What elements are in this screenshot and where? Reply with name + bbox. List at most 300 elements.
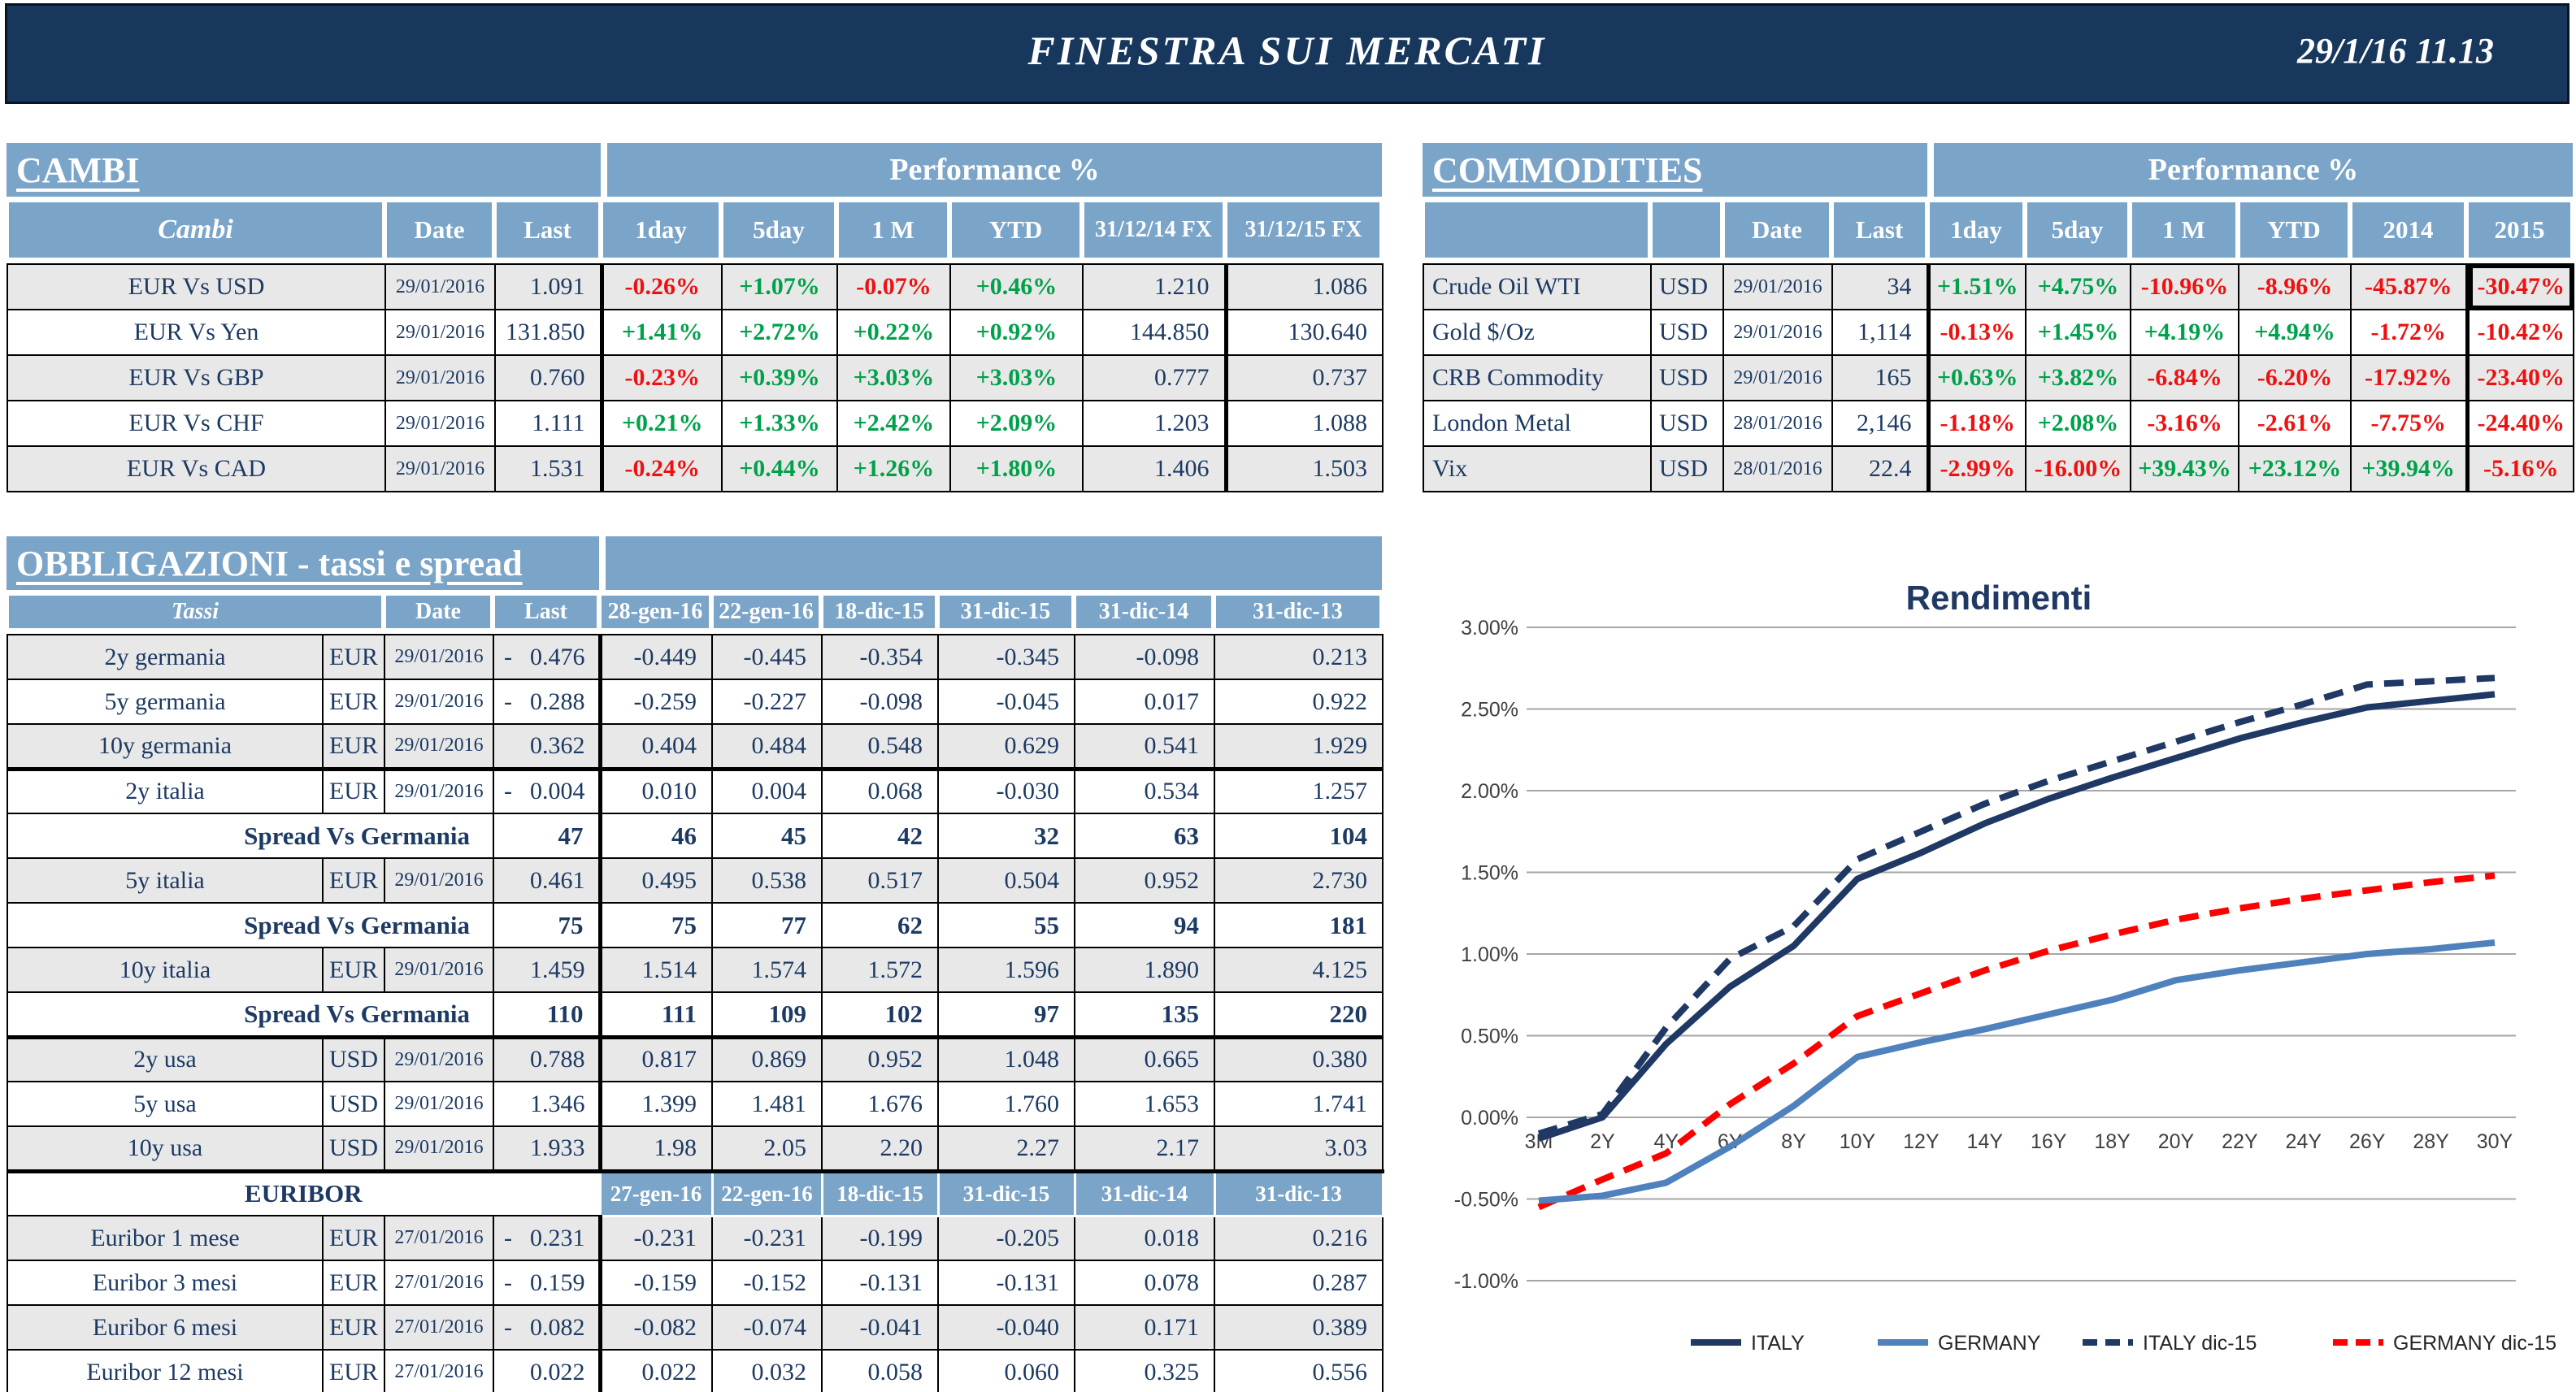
value-cell: -0.345 xyxy=(938,635,1075,679)
value-cell: 0.389 xyxy=(1214,1305,1383,1350)
perf-cell: -24.40% xyxy=(2467,401,2574,446)
spread-value: 94 xyxy=(1075,903,1214,948)
perf-cell: +3.03% xyxy=(837,355,950,401)
value-cell: 0.171 xyxy=(1075,1305,1214,1350)
perf-cell: -17.92% xyxy=(2351,355,2467,401)
spread-value: 109 xyxy=(712,992,822,1037)
series-italy-dic-15 xyxy=(1539,678,2495,1134)
perf-cell: +2.08% xyxy=(2026,401,2131,446)
value-cell: -0.131 xyxy=(822,1260,938,1305)
legend-label: GERMANY dic-15 xyxy=(2393,1332,2556,1355)
perf-cell: -0.24% xyxy=(602,446,722,492)
value-cell: 0.018 xyxy=(1075,1216,1214,1260)
commodities-title-band xyxy=(1423,143,2573,197)
perf-cell: +39.43% xyxy=(2131,446,2239,492)
value-cell: -0.449 xyxy=(600,635,712,679)
perf-cell: +3.82% xyxy=(2026,355,2131,401)
instrument-name: Euribor 1 mese xyxy=(7,1216,323,1260)
last-value: 0.004 xyxy=(530,778,585,805)
instrument-name: 10y italia xyxy=(7,948,323,992)
last-cell: 1.531 xyxy=(495,446,602,492)
last-value: 0.159 xyxy=(530,1268,585,1296)
last-cell: 34 xyxy=(1832,264,1928,310)
last-value: 0.288 xyxy=(530,687,585,715)
value-cell: 0.556 xyxy=(1214,1350,1383,1392)
currency-cell: EUR xyxy=(323,858,384,903)
perf-cell: +0.44% xyxy=(722,446,837,492)
spread-value: 55 xyxy=(938,903,1075,948)
spread-value: 62 xyxy=(822,903,938,948)
column-header-1-m: 1 M xyxy=(836,200,949,260)
column-header-date: Date xyxy=(1722,200,1831,260)
fx15-cell: 130.640 xyxy=(1226,310,1383,355)
instrument-name: Euribor 3 mesi xyxy=(7,1260,323,1305)
minus-sign: - xyxy=(504,643,512,670)
perf-cell: -7.75% xyxy=(2351,401,2467,446)
cambi-performance-header: Performance % xyxy=(607,143,1382,197)
date-cell: 29/01/2016 xyxy=(384,858,493,903)
x-tick-label: 30Y xyxy=(2476,1130,2513,1153)
value-cell: 1.890 xyxy=(1075,948,1214,992)
value-cell: -0.227 xyxy=(712,679,822,724)
chart-title: Rendimenti xyxy=(1905,579,2092,617)
column-header-31-dic-15: 31-dic-15 xyxy=(937,593,1074,631)
last-value: 0.231 xyxy=(530,1224,585,1251)
value-cell: 0.817 xyxy=(600,1037,712,1082)
currency-cell: EUR xyxy=(323,635,384,679)
x-tick-label: 12Y xyxy=(1903,1130,1940,1153)
commodity-name: Crude Oil WTI xyxy=(1423,264,1651,310)
selected-cell[interactable]: -30.47% xyxy=(2467,264,2574,310)
value-cell: 0.952 xyxy=(1075,858,1214,903)
commodity-name: CRB Commodity xyxy=(1423,355,1651,401)
x-tick-label: 18Y xyxy=(2094,1130,2131,1153)
column-header-31-dic-13: 31-dic-13 xyxy=(1214,593,1382,631)
value-cell: 0.495 xyxy=(600,858,712,903)
value-cell: 0.922 xyxy=(1214,679,1383,724)
bonds-title-band xyxy=(7,536,1382,590)
perf-cell: +1.07% xyxy=(722,264,837,310)
last-cell xyxy=(493,1037,600,1082)
value-cell: 1.257 xyxy=(1214,769,1383,813)
spread-value: 104 xyxy=(1214,813,1383,858)
value-cell: 2.730 xyxy=(1214,858,1383,903)
last-cell: 1.091 xyxy=(495,264,602,310)
instrument-name: 2y usa xyxy=(7,1037,323,1082)
cambi-section-title: CAMBI xyxy=(7,143,601,197)
x-tick-label: 3M xyxy=(1524,1130,1553,1153)
perf-cell: +23.12% xyxy=(2239,446,2351,492)
y-tick-label: 1.00% xyxy=(1461,943,1518,966)
value-cell: 0.058 xyxy=(822,1350,938,1392)
spread-last: 75 xyxy=(493,903,600,948)
y-tick-label: -0.50% xyxy=(1453,1188,1518,1212)
fx15-cell: 1.088 xyxy=(1226,401,1383,446)
value-cell: 0.665 xyxy=(1075,1037,1214,1082)
perf-cell: -45.87% xyxy=(2351,264,2467,310)
value-cell: 0.213 xyxy=(1214,635,1383,679)
spread-label: Spread Vs Germania xyxy=(7,813,493,858)
y-tick-label: 3.00% xyxy=(1461,617,1518,640)
column-header-ytd: YTD xyxy=(2238,200,2350,260)
value-cell: -0.445 xyxy=(712,635,822,679)
spread-value: 220 xyxy=(1214,992,1383,1037)
currency-cell: USD xyxy=(1651,264,1723,310)
minus-sign: - xyxy=(504,1224,512,1251)
spread-value: 32 xyxy=(938,813,1075,858)
spread-value: 63 xyxy=(1075,813,1214,858)
y-tick-label: 2.00% xyxy=(1461,780,1518,803)
value-cell: -0.152 xyxy=(712,1260,822,1305)
value-cell: 0.541 xyxy=(1075,724,1214,769)
value-cell: -0.205 xyxy=(938,1216,1075,1260)
value-cell: 0.504 xyxy=(938,858,1075,903)
last-value: 1.346 xyxy=(530,1090,585,1117)
currency-pair-name: EUR Vs GBP xyxy=(7,355,385,401)
perf-cell: +0.63% xyxy=(1928,355,2026,401)
minus-sign: - xyxy=(504,1313,512,1341)
value-cell: -0.131 xyxy=(938,1260,1075,1305)
column-header-31-dic-14: 31-dic-14 xyxy=(1074,593,1214,631)
spread-value: 45 xyxy=(712,813,822,858)
euribor-column-header: 22-gen-16 xyxy=(712,1171,822,1216)
last-value: 1.459 xyxy=(530,956,585,983)
column-header-5day: 5day xyxy=(2025,200,2130,260)
value-cell: 3.03 xyxy=(1214,1126,1383,1171)
perf-cell: -0.13% xyxy=(1928,310,2026,355)
commodities-performance-header: Performance % xyxy=(1934,143,2573,197)
euribor-column-header: 18-dic-15 xyxy=(822,1171,938,1216)
perf-cell: +1.80% xyxy=(950,446,1083,492)
perf-cell: -2.99% xyxy=(1928,446,2026,492)
currency-cell: EUR xyxy=(323,948,384,992)
instrument-name: 10y germania xyxy=(7,724,323,769)
fx14-cell: 1.406 xyxy=(1083,446,1226,492)
perf-cell: -10.42% xyxy=(2467,310,2574,355)
date-cell: 29/01/2016 xyxy=(385,310,495,355)
x-tick-label: 24Y xyxy=(2285,1130,2322,1153)
perf-cell: +0.46% xyxy=(950,264,1083,310)
value-cell: 0.032 xyxy=(712,1350,822,1392)
value-cell: 1.572 xyxy=(822,948,938,992)
currency-cell: EUR xyxy=(323,724,384,769)
x-tick-label: 10Y xyxy=(1839,1130,1876,1153)
legend-label: ITALY dic-15 xyxy=(2143,1332,2257,1355)
last-cell xyxy=(493,1082,600,1126)
perf-cell: +0.92% xyxy=(950,310,1083,355)
value-cell: 1.574 xyxy=(712,948,822,992)
y-tick-label: 0.50% xyxy=(1461,1025,1518,1048)
value-cell: -0.199 xyxy=(822,1216,938,1260)
value-cell: -0.074 xyxy=(712,1305,822,1350)
value-cell: 0.216 xyxy=(1214,1216,1383,1260)
cambi-title-band xyxy=(7,143,1382,197)
column-header-31-12-15-fx: 31/12/15 FX xyxy=(1225,200,1382,260)
currency-cell: EUR xyxy=(323,769,384,813)
perf-cell: -0.26% xyxy=(602,264,722,310)
currency-cell: EUR xyxy=(323,1260,384,1305)
value-cell: 1.676 xyxy=(822,1082,938,1126)
currency-pair-name: EUR Vs Yen xyxy=(7,310,385,355)
column-header-last: Last xyxy=(1831,200,1927,260)
x-tick-label: 4Y xyxy=(1653,1130,1679,1153)
perf-cell: +2.72% xyxy=(722,310,837,355)
bonds-section-title: OBBLIGAZIONI - tassi e spread xyxy=(7,536,599,590)
perf-cell: -2.61% xyxy=(2239,401,2351,446)
x-tick-label: 6Y xyxy=(1717,1130,1743,1153)
value-cell: 2.17 xyxy=(1075,1126,1214,1171)
instrument-name: 5y germania xyxy=(7,679,323,724)
cambi-row xyxy=(7,401,1383,446)
value-cell: -0.040 xyxy=(938,1305,1075,1350)
last-cell xyxy=(493,679,600,724)
x-tick-label: 26Y xyxy=(2348,1130,2386,1153)
column-header-ytd: YTD xyxy=(949,200,1082,260)
perf-cell: -0.23% xyxy=(602,355,722,401)
cambi-header-row xyxy=(7,200,1382,260)
instrument-name: Euribor 12 mesi xyxy=(7,1350,323,1392)
last-cell: 131.850 xyxy=(495,310,602,355)
value-cell: 0.017 xyxy=(1075,679,1214,724)
date-cell: 29/01/2016 xyxy=(384,1082,493,1126)
perf-cell: +3.03% xyxy=(950,355,1083,401)
perf-cell: -6.20% xyxy=(2239,355,2351,401)
commodity-row xyxy=(1423,446,2574,492)
spread-value: 46 xyxy=(600,813,712,858)
value-cell: 1.481 xyxy=(712,1082,822,1126)
bond-row xyxy=(7,635,1383,679)
cambi-row xyxy=(7,310,1383,355)
bond-row xyxy=(7,679,1383,724)
fx14-cell: 144.850 xyxy=(1083,310,1226,355)
bonds-header-row xyxy=(7,593,1382,631)
currency-pair-name: EUR Vs CHF xyxy=(7,401,385,446)
value-cell: -0.354 xyxy=(822,635,938,679)
currency-cell: USD xyxy=(1651,355,1723,401)
top-banner xyxy=(5,3,2569,104)
commodity-name: Vix xyxy=(1423,446,1651,492)
last-value: 0.476 xyxy=(530,643,585,670)
bond-row xyxy=(7,858,1383,903)
value-cell: 0.404 xyxy=(600,724,712,769)
perf-cell: -23.40% xyxy=(2467,355,2574,401)
spread-value: 111 xyxy=(600,992,712,1037)
value-cell: 0.484 xyxy=(712,724,822,769)
perf-cell: -3.16% xyxy=(2131,401,2239,446)
fx14-cell: 1.203 xyxy=(1083,401,1226,446)
spread-row xyxy=(7,903,1383,948)
spread-value: 97 xyxy=(938,992,1075,1037)
value-cell: -0.098 xyxy=(822,679,938,724)
perf-cell: +1.33% xyxy=(722,401,837,446)
perf-cell: +0.39% xyxy=(722,355,837,401)
perf-cell: -1.18% xyxy=(1928,401,2026,446)
date-cell: 28/01/2016 xyxy=(1723,401,1832,446)
value-cell: -0.259 xyxy=(600,679,712,724)
last-cell: 1.111 xyxy=(495,401,602,446)
spread-row xyxy=(7,813,1383,858)
spread-value: 181 xyxy=(1214,903,1383,948)
bond-row xyxy=(7,1305,1383,1350)
last-cell xyxy=(493,635,600,679)
value-cell: 2.05 xyxy=(712,1126,822,1171)
last-value: 0.082 xyxy=(530,1313,585,1341)
perf-cell: +1.51% xyxy=(1928,264,2026,310)
spread-row xyxy=(7,992,1383,1037)
column-header-date: Date xyxy=(384,593,493,631)
value-cell: 2.20 xyxy=(822,1126,938,1171)
column-header-31-12-14-fx: 31/12/14 FX xyxy=(1082,200,1225,260)
fx15-cell: 1.086 xyxy=(1226,264,1383,310)
value-cell: 0.078 xyxy=(1075,1260,1214,1305)
value-cell: 0.548 xyxy=(822,724,938,769)
currency-cell: USD xyxy=(323,1126,384,1171)
value-cell: -0.041 xyxy=(822,1305,938,1350)
date-cell: 29/01/2016 xyxy=(384,1126,493,1171)
euribor-label: EURIBOR xyxy=(7,1171,600,1216)
cambi-row xyxy=(7,264,1383,310)
last-cell xyxy=(493,1126,600,1171)
perf-cell: -6.84% xyxy=(2131,355,2239,401)
value-cell: -0.159 xyxy=(600,1260,712,1305)
perf-cell: +1.26% xyxy=(837,446,950,492)
commodity-row xyxy=(1423,310,2574,355)
column-header-2014: 2014 xyxy=(2350,200,2466,260)
last-value: 1.933 xyxy=(530,1134,585,1161)
bonds-table xyxy=(7,634,1384,1392)
value-cell: 0.534 xyxy=(1075,769,1214,813)
bond-row xyxy=(7,724,1383,769)
value-cell: 0.869 xyxy=(712,1037,822,1082)
last-cell: 22.4 xyxy=(1832,446,1928,492)
y-tick-label: 2.50% xyxy=(1461,698,1518,722)
series-germany xyxy=(1539,943,2495,1201)
value-cell: 0.380 xyxy=(1214,1037,1383,1082)
commodity-row xyxy=(1423,401,2574,446)
perf-cell: +2.09% xyxy=(950,401,1083,446)
currency-cell: EUR xyxy=(323,679,384,724)
value-cell: -0.231 xyxy=(712,1216,822,1260)
date-cell: 29/01/2016 xyxy=(1723,310,1832,355)
date-cell: 29/01/2016 xyxy=(384,948,493,992)
value-cell: 0.538 xyxy=(712,858,822,903)
spread-last: 47 xyxy=(493,813,600,858)
last-cell: 1,114 xyxy=(1832,310,1928,355)
bonds-band-filler xyxy=(606,536,1382,590)
series-germany-dic-15 xyxy=(1539,876,2495,1208)
bond-row xyxy=(7,1260,1383,1305)
perf-cell: +4.94% xyxy=(2239,310,2351,355)
date-cell: 27/01/2016 xyxy=(384,1305,493,1350)
perf-cell: -1.72% xyxy=(2351,310,2467,355)
bond-row xyxy=(7,1082,1383,1126)
spread-label: Spread Vs Germania xyxy=(7,903,493,948)
bond-row xyxy=(7,769,1383,813)
value-cell: -0.231 xyxy=(600,1216,712,1260)
date-cell: 29/01/2016 xyxy=(384,1037,493,1082)
column-header-last: Last xyxy=(494,200,601,260)
date-cell: 29/01/2016 xyxy=(384,724,493,769)
perf-cell: -16.00% xyxy=(2026,446,2131,492)
cambi-row xyxy=(7,355,1383,401)
spread-value: 102 xyxy=(822,992,938,1037)
column-header-1day: 1day xyxy=(1927,200,2025,260)
bond-row xyxy=(7,1037,1383,1082)
x-tick-label: 14Y xyxy=(1966,1130,2004,1153)
value-cell: 0.060 xyxy=(938,1350,1075,1392)
column-header-cambi: Cambi xyxy=(7,200,384,260)
last-value: 0.788 xyxy=(530,1046,585,1073)
last-cell xyxy=(493,769,600,813)
x-tick-label: 20Y xyxy=(2157,1130,2195,1153)
value-cell: 0.287 xyxy=(1214,1260,1383,1305)
currency-cell: USD xyxy=(1651,401,1723,446)
perf-cell: +1.41% xyxy=(602,310,722,355)
perf-cell: +2.42% xyxy=(837,401,950,446)
last-cell xyxy=(493,1260,600,1305)
x-tick-label: 16Y xyxy=(2030,1130,2067,1153)
last-value: 0.461 xyxy=(530,866,585,894)
y-tick-label: 1.50% xyxy=(1461,861,1518,885)
value-cell: -0.082 xyxy=(600,1305,712,1350)
cambi-row xyxy=(7,446,1383,492)
date-cell: 29/01/2016 xyxy=(384,679,493,724)
last-cell xyxy=(493,858,600,903)
perf-cell: -10.96% xyxy=(2131,264,2239,310)
minus-sign: - xyxy=(504,687,512,715)
fx15-cell: 0.737 xyxy=(1226,355,1383,401)
fx15-cell: 1.503 xyxy=(1226,446,1383,492)
date-cell: 29/01/2016 xyxy=(385,355,495,401)
commodities-header-row xyxy=(1423,200,2573,260)
series-italy xyxy=(1539,694,2495,1138)
cambi-table xyxy=(7,263,1384,492)
spread-value: 77 xyxy=(712,903,822,948)
x-tick-label: 22Y xyxy=(2222,1130,2258,1153)
legend-label: ITALY xyxy=(1751,1332,1805,1355)
report-title: FINESTRA SUI MERCATI xyxy=(1027,28,1547,73)
bond-row xyxy=(7,1350,1383,1392)
currency-cell: EUR xyxy=(323,1305,384,1350)
date-cell: 27/01/2016 xyxy=(384,1260,493,1305)
column-header-28-gen-16: 28-gen-16 xyxy=(599,593,711,631)
currency-pair-name: EUR Vs CAD xyxy=(7,446,385,492)
last-cell xyxy=(493,1305,600,1350)
column-header-last: Last xyxy=(493,593,599,631)
value-cell: 0.004 xyxy=(712,769,822,813)
last-value: 0.022 xyxy=(530,1358,585,1385)
value-cell: -0.030 xyxy=(938,769,1075,813)
value-cell: 1.741 xyxy=(1214,1082,1383,1126)
value-cell: 0.325 xyxy=(1075,1350,1214,1392)
euribor-header-row xyxy=(7,1171,1383,1216)
last-cell: 165 xyxy=(1832,355,1928,401)
instrument-name: 2y germania xyxy=(7,635,323,679)
bond-row xyxy=(7,1216,1383,1260)
bond-row xyxy=(7,948,1383,992)
last-cell xyxy=(493,1350,600,1392)
currency-cell: USD xyxy=(1651,446,1723,492)
value-cell: 0.629 xyxy=(938,724,1075,769)
date-cell: 29/01/2016 xyxy=(385,264,495,310)
value-cell: 0.068 xyxy=(822,769,938,813)
commodity-row xyxy=(1423,355,2574,401)
instrument-name: Euribor 6 mesi xyxy=(7,1305,323,1350)
instrument-name: 10y usa xyxy=(7,1126,323,1171)
column-header-date: Date xyxy=(384,200,494,260)
instrument-name: 5y usa xyxy=(7,1082,323,1126)
value-cell: -0.045 xyxy=(938,679,1075,724)
